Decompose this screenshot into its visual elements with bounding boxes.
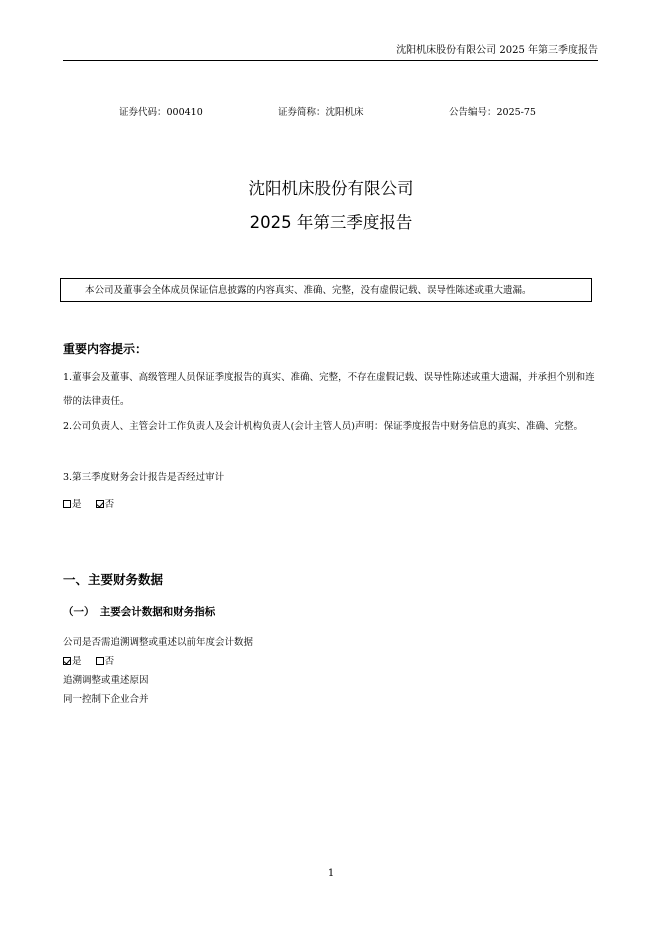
- audit-yes-label: 是: [72, 499, 82, 510]
- audit-options: [63, 498, 114, 512]
- restate-reason-label: 追溯调整或重述原因: [63, 675, 149, 686]
- securities-code: 证券代码：000410: [119, 107, 203, 118]
- report-title: 2025 年第三季度报告: [249, 213, 413, 232]
- subsection-heading-accounting-data: （一） 主要会计数据和财务指标: [63, 606, 216, 618]
- securities-short-name: 证券简称：沈阳机床: [278, 107, 364, 118]
- board-statement-box: [60, 278, 592, 302]
- restate-question: 公司是否需追溯调整或重述以前年度会计数据: [63, 637, 254, 648]
- restate-reason: 同一控制下企业合并: [63, 694, 149, 705]
- running-header: 沈阳机床股份有限公司 2025 年第三季度报告: [396, 45, 598, 56]
- note-item-2: 2.公司负责人、主管会计工作负责人及会计机构负责人(会计主管人员)声明：保证季度报告中财务信息的真实、准确、完整。: [63, 421, 583, 432]
- audit-yes-checkbox[interactable]: [63, 500, 71, 508]
- restate-yes-checkbox[interactable]: [63, 657, 71, 665]
- board-statement: 本公司及董事会全体成员保证信息披露的内容真实、准确、完整，没有虚假记载、误导性陈述或重大遗漏。: [85, 285, 532, 296]
- notice-number: 公告编号：2025-75: [449, 107, 536, 118]
- important-notes-heading: 重要内容提示：: [63, 342, 148, 356]
- section-heading-main-financial-data: 一、主要财务数据: [63, 572, 164, 587]
- note-item-3: 3.第三季度财务会计报告是否经过审计: [63, 472, 225, 483]
- restate-options: [63, 655, 114, 669]
- restate-no-label: 否: [104, 656, 115, 667]
- restate-no-checkbox[interactable]: [96, 657, 104, 665]
- note-item-1: 1.董事会及董事、高级管理人员保证季度报告的真实、准确、完整，不存在虚假记载、误导性陈述或重大遗漏，并承担个别和连带的法律责任。: [63, 372, 595, 407]
- company-title: 沈阳机床股份有限公司: [248, 179, 414, 198]
- restate-yes-label: 是: [72, 656, 82, 667]
- audit-no-label: 否: [104, 499, 115, 510]
- audit-no-checkbox[interactable]: [96, 500, 104, 508]
- header-rule: [63, 60, 598, 61]
- page-number: 1: [327, 868, 335, 879]
